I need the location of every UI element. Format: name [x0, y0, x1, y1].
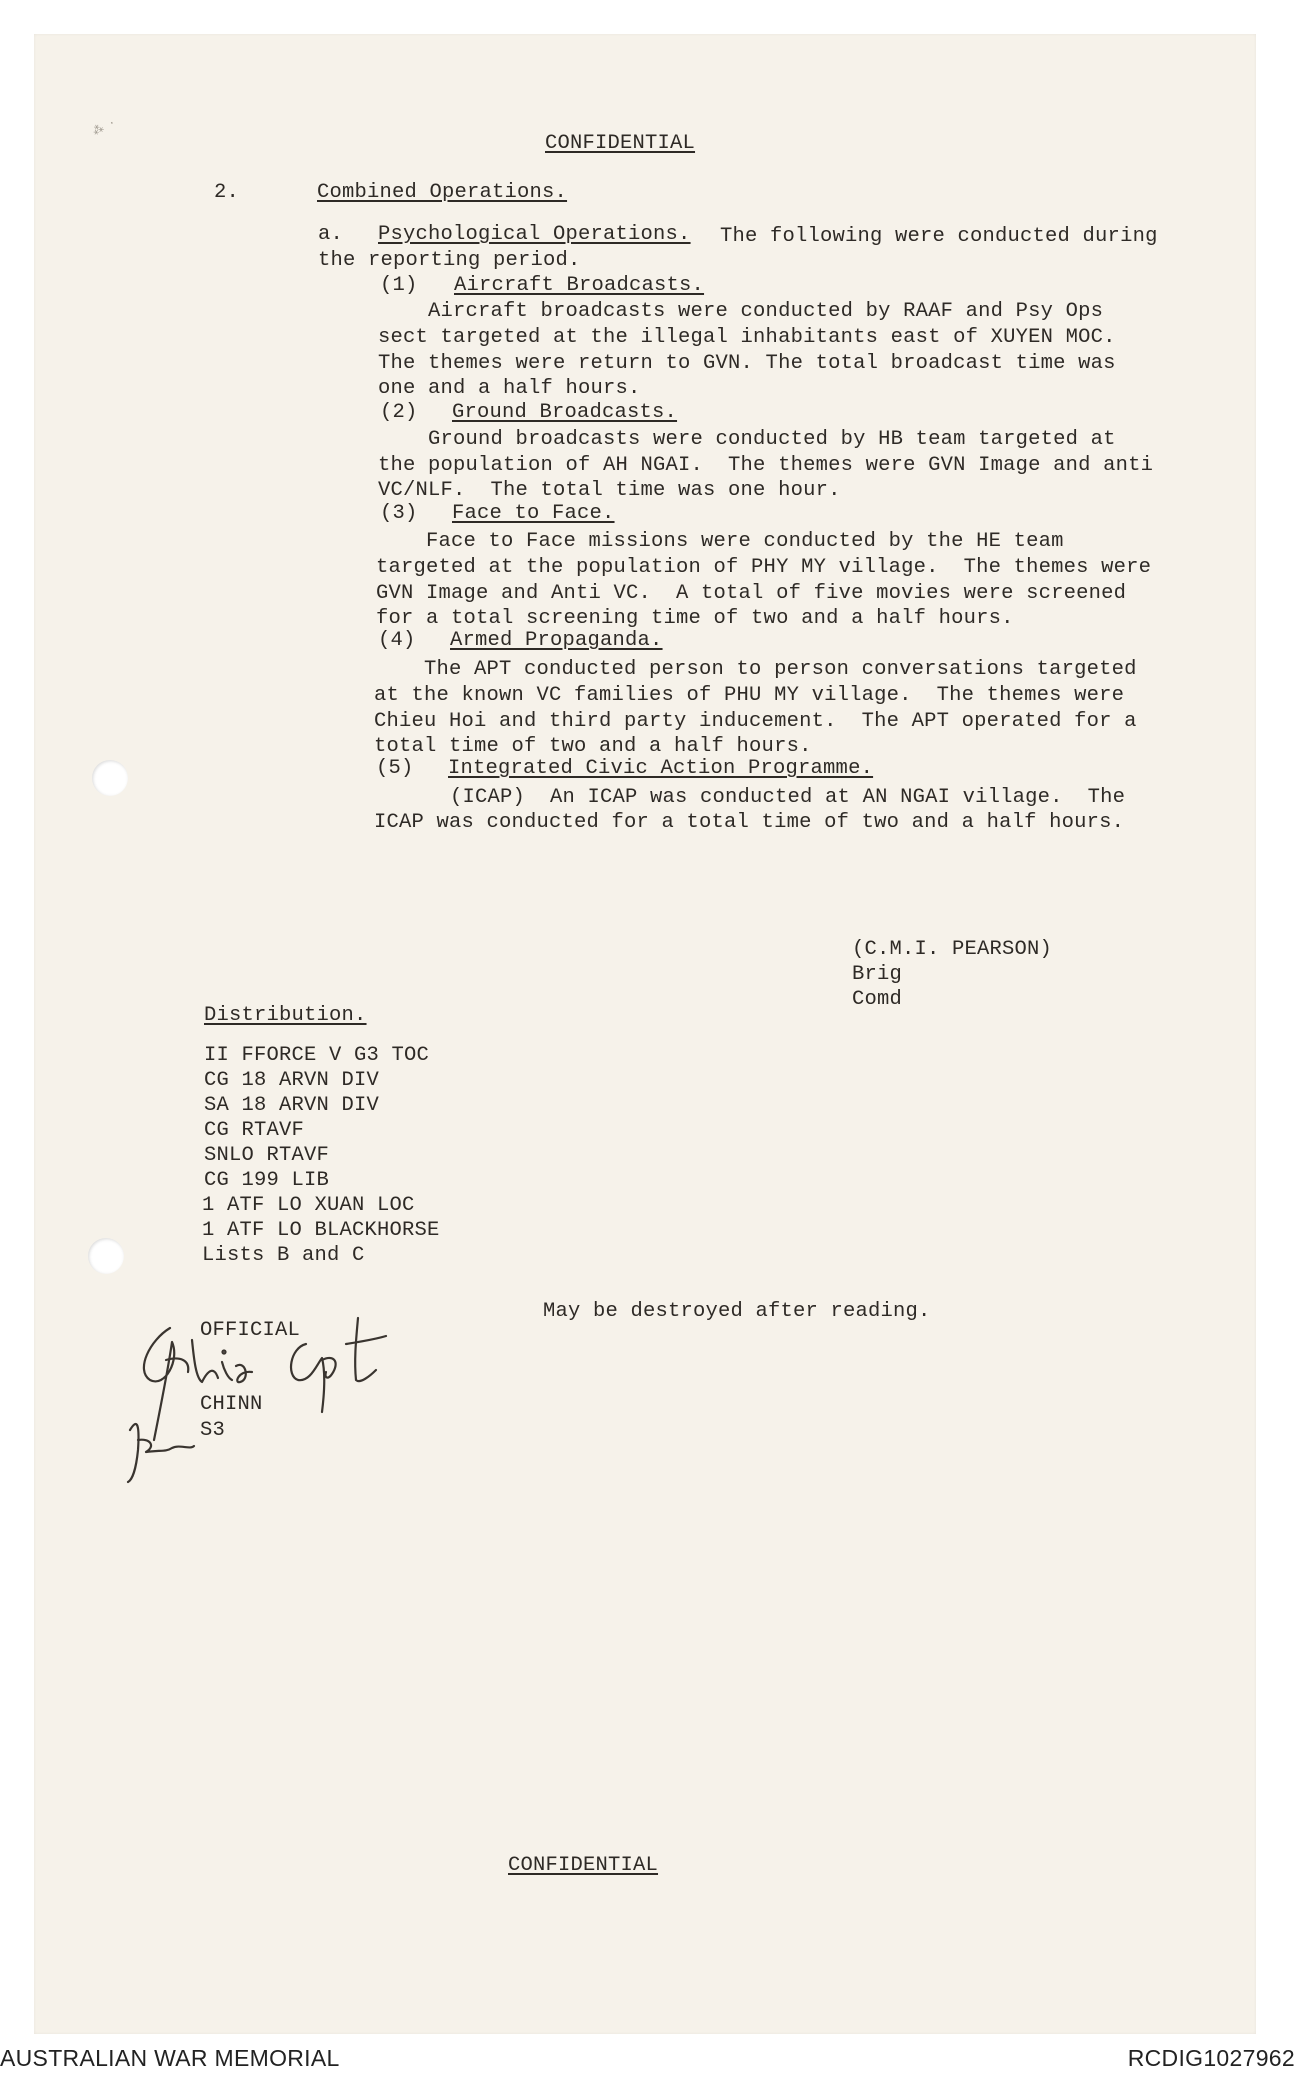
distribution-item: CG 199 LIB: [204, 1169, 330, 1192]
item-text-line: Ground broadcasts were conducted by HB team targeted at: [378, 428, 1116, 451]
item-number: (4): [378, 629, 416, 652]
item-text-line: at the known VC families of PHU MY village. The themes were: [374, 684, 1125, 707]
archive-watermark-left: AUSTRALIAN WAR MEMORIAL: [0, 2045, 340, 2071]
item-text-line: GVN Image and Anti VC. A total of five movies were screened: [376, 582, 1127, 605]
signatory-name: (C.M.I. PEARSON): [852, 938, 1053, 961]
subsection-letter: a.: [318, 223, 344, 246]
item-title: Aircraft Broadcasts.: [454, 274, 705, 297]
item-text-line: Aircraft broadcasts were conducted by RAAF and Psy Ops: [378, 300, 1104, 323]
distribution-item: 1 ATF LO BLACKHORSE: [202, 1219, 440, 1242]
item-title: Face to Face.: [452, 502, 615, 525]
official-label: OFFICIAL: [200, 1319, 301, 1342]
item-number: (5): [376, 757, 414, 780]
punch-hole: [88, 1238, 124, 1274]
signatory-role: Comd: [852, 988, 903, 1011]
item-title: Armed Propaganda.: [450, 629, 663, 652]
item-text-line: the population of AH NGAI. The themes were GVN Image and anti: [378, 454, 1154, 477]
item-text-line: The themes were return to GVN. The total broadcast time was: [378, 352, 1116, 375]
official-position: S3: [200, 1419, 226, 1442]
signatory-rank: Brig: [852, 963, 903, 986]
distribution-heading: Distribution.: [204, 1004, 367, 1027]
distribution-item: CG 18 ARVN DIV: [204, 1069, 380, 1092]
item-text-line: total time of two and a half hours.: [374, 735, 812, 758]
handwritten-signature: [110, 1300, 430, 1490]
destroy-note: May be destroyed after reading.: [543, 1300, 931, 1323]
distribution-item: 1 ATF LO XUAN LOC: [202, 1194, 415, 1217]
subsection-intro: The following were conducted during: [720, 225, 1158, 248]
item-text-line: sect targeted at the illegal inhabitants east of XUYEN MOC.: [378, 326, 1116, 349]
archive-watermark-right: RCDIG1027962: [1127, 2045, 1295, 2071]
item-text-line: (ICAP) An ICAP was conducted at AN NGAI village. The: [450, 786, 1126, 809]
classification-footer: CONFIDENTIAL: [508, 1854, 659, 1877]
subsection-intro: the reporting period.: [318, 249, 581, 272]
punch-hole: [92, 760, 128, 796]
subsection-title: Psychological Operations.: [378, 223, 691, 246]
item-text-line: one and a half hours.: [378, 377, 641, 400]
distribution-item: II FFORCE V G3 TOC: [204, 1044, 430, 1067]
item-title: Ground Broadcasts.: [452, 401, 678, 424]
item-text-line: targeted at the population of PHY MY village. The themes were: [376, 556, 1152, 579]
item-text-line: Face to Face missions were conducted by the HE team: [376, 530, 1064, 553]
classification-header: CONFIDENTIAL: [545, 132, 696, 155]
item-number: (1): [380, 274, 418, 297]
item-text-line: ICAP was conducted for a total time of two and a half hours.: [374, 811, 1125, 834]
section-title: Combined Operations.: [317, 181, 568, 204]
distribution-item: Lists B and C: [202, 1244, 365, 1267]
item-text-line: for a total screening time of two and a half hours.: [376, 607, 1014, 630]
ink-smudge: ⁂ ·: [91, 116, 119, 139]
item-number: (3): [380, 502, 418, 525]
item-text-line: Chieu Hoi and third party inducement. The APT operated for a: [374, 710, 1137, 733]
distribution-item: SA 18 ARVN DIV: [204, 1094, 380, 1117]
distribution-item: CG RTAVF: [204, 1119, 305, 1142]
item-title: Integrated Civic Action Programme.: [448, 757, 874, 780]
distribution-item: SNLO RTAVF: [204, 1144, 330, 1167]
item-number: (2): [380, 401, 418, 424]
item-text-line: VC/NLF. The total time was one hour.: [378, 479, 841, 502]
section-number: 2.: [214, 181, 240, 204]
item-text-line: The APT conducted person to person conversations targeted: [374, 658, 1137, 681]
official-name: CHINN: [200, 1393, 263, 1416]
